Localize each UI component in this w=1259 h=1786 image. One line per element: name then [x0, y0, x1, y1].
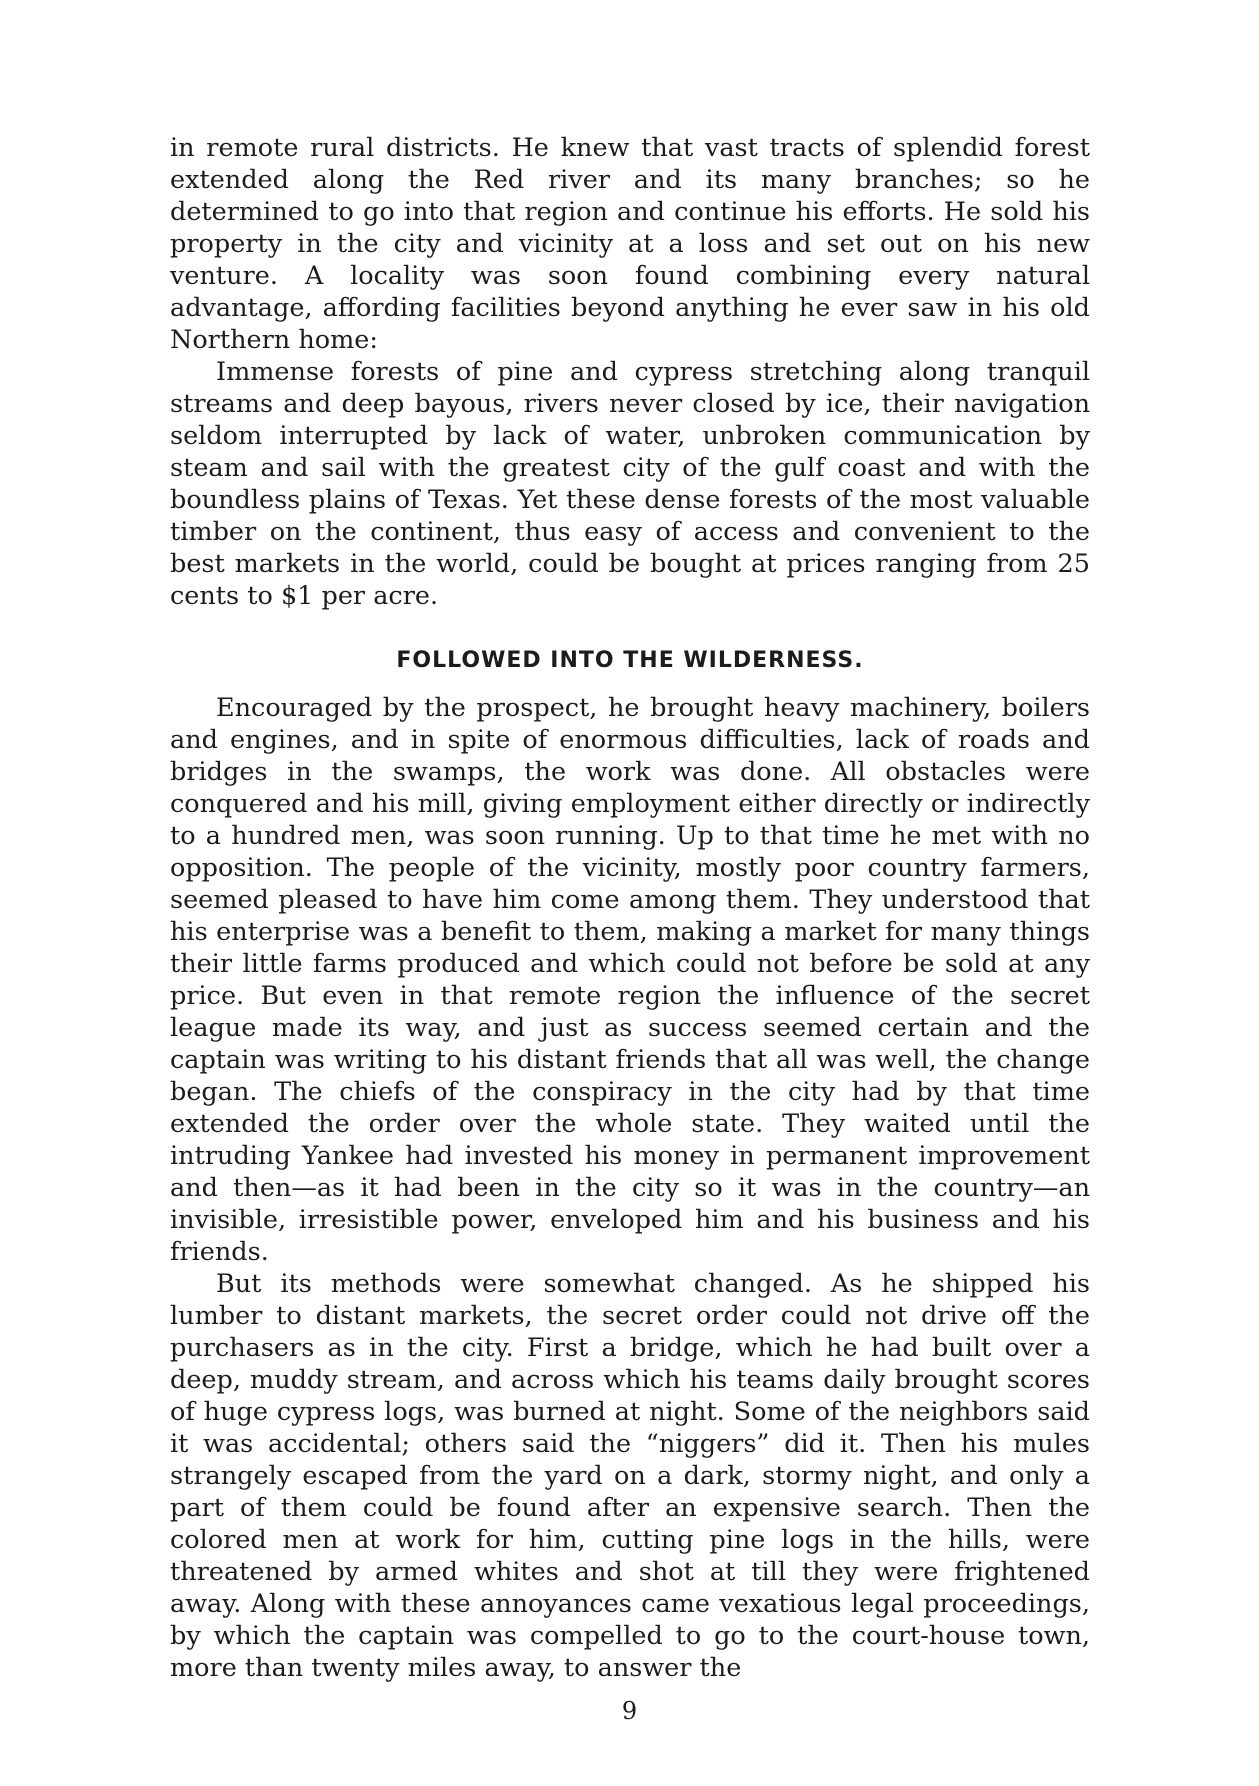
- paragraph-continuation: in remote rural districts. He knew that vast tracts of splendid forest extended along the Red river and its many branches; so he determined to go into that region and continue his efforts. He sold his property in the city and vicinity at a loss and set out on his new venture. A locality was soon found combining every natural advantage, affording facilities beyond anything he ever saw in his old Northern home:: [170, 133, 1090, 355]
- page-number: 9: [621, 1697, 638, 1725]
- paragraph-encouraged: Encouraged by the prospect, he brought heavy machinery, boilers and engines, and in spite of enormous difficulties, lack of roads and bridges in the swamps, the work was done. All obstacles were conquered and his mill, giving employment either directly or indirectly to a hundred men, was soon running. Up to that time he met with no opposition. The people of the vicinity, mostly poor country farmers, seemed pleased to have him come among them. They understood that his enterprise was a benefit to them, making a market for many things their little farms produced and which could not before be sold at any price. But even in that remote region the influence of the secret league made its way, and just as success seemed certain and the captain was writing to his distant friends that all was well, the change began. The chiefs of the conspiracy in the city had by that time extended the order over the whole state. They waited until the intruding Yankee had invested his money in permanent improvement and then—as it had been in the city so it was in the country—an invisible, irresistible power, enveloped him and his business and his friends.: [170, 693, 1090, 1267]
- text-block-top: [170, 132, 1090, 612]
- paragraph-methods: But its methods were somewhat changed. As he shipped his lumber to distant markets, the secret order could not drive off the purchasers as in the city. First a bridge, which he had built over a deep, muddy stream, and across which his teams daily brought scores of huge cypress logs, was burned at night. Some of the neighbors said it was accidental; others said the “niggers” did it. Then his mules strangely escaped from the yard on a dark, stormy night, and only a part of them could be found after an expensive search. Then the colored men at work for him, cutting pine logs in the hills, were threatened by armed whites and shot at till they were frightened away. Along with these annoyances came vexatious legal proceedings, by which the captain was compelled to go to the court-house town, more than twenty miles away, to answer the: [170, 1269, 1090, 1683]
- section-heading: FOLLOWED INTO THE WILDERNESS.: [396, 648, 864, 673]
- paragraph-forests: Immense forests of pine and cypress stretching along tranquil streams and deep bayous, rivers never closed by ice, their navigation seldom interrupted by lack of water, unbroken communication by steam and sail with the greatest city of the gulf coast and with the boundless plains of Texas. Yet these dense forests of the most valuable timber on the continent, thus easy of access and convenient to the best markets in the world, could be bought at prices ranging from 25 cents to $1 per acre.: [170, 357, 1090, 611]
- text-block-bottom: [170, 692, 1090, 1684]
